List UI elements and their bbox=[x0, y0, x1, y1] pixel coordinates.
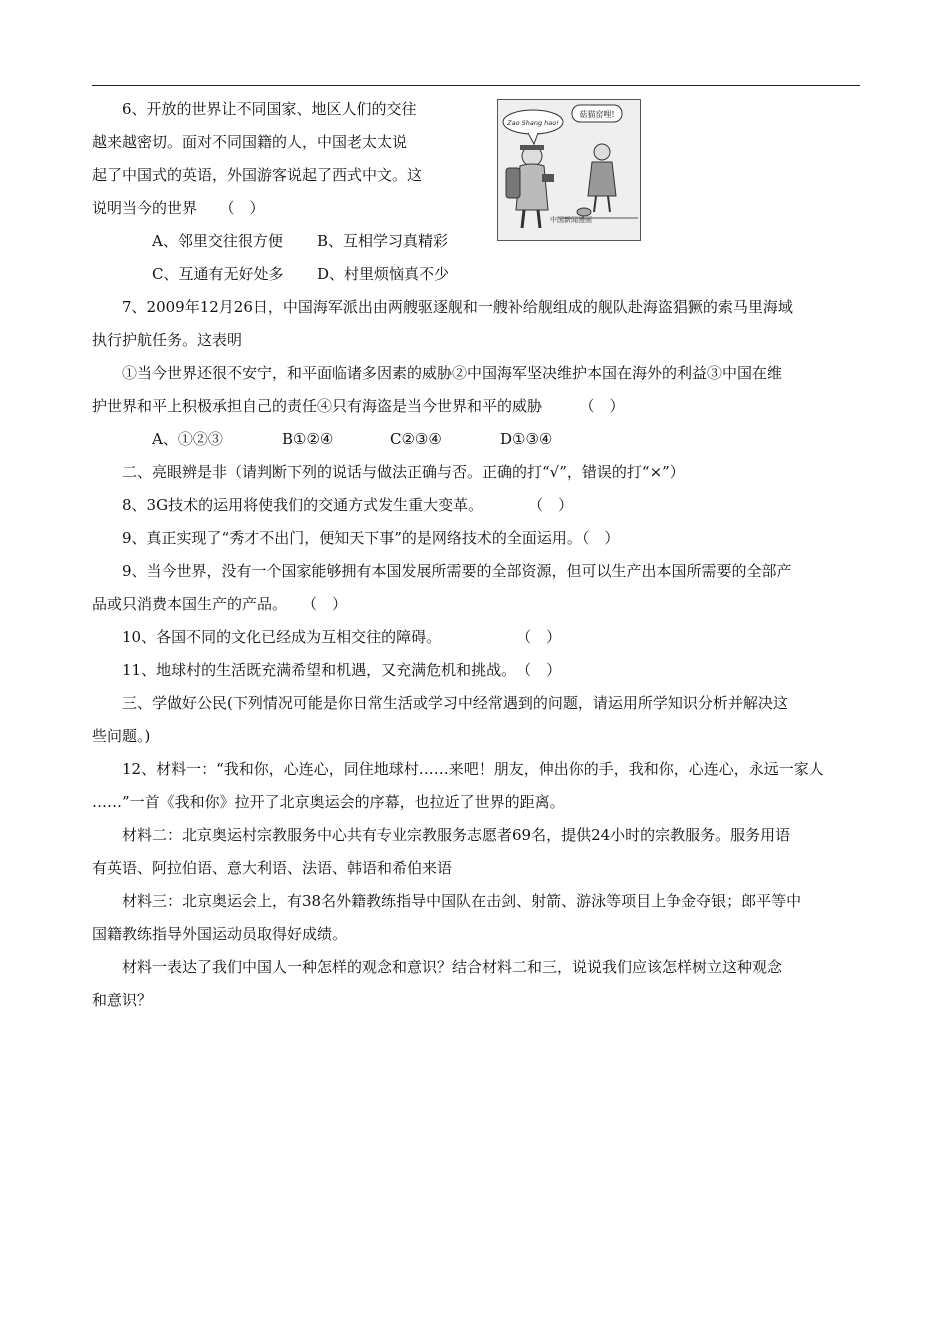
q6-option-a: A、邻里交往很方便 bbox=[152, 232, 283, 250]
judge-item: 9、真正实现了“秀才不出门，便知天下事”的是网络技术的全面运用。（ ） bbox=[122, 529, 620, 547]
q12-material-1: 12、材料一：“我和你，心连心，同住地球村……来吧！朋友，伸出你的手，我和你，心连心，永远一家人 bbox=[122, 760, 824, 778]
judge-item: 9、当今世界，没有一个国家能够拥有本国发展所需要的全部资源，但可以生产出本国所需要的全部产 bbox=[122, 562, 792, 580]
q6-line: 说明当今的世界 （ ） bbox=[92, 199, 265, 217]
q7-line: ①当今世界还很不安宁，和平面临诸多因素的威胁②中国海军坚决维护本国在海外的利益③中国在维 bbox=[122, 364, 783, 382]
cartoon-caption: 中国新闻漫画 bbox=[550, 216, 592, 224]
section-3 bbox=[92, 687, 860, 1017]
header-rule bbox=[92, 85, 860, 86]
section-2-heading: 二、亮眼辨是非（请判断下列的说话与做法正确与否。正确的打“√”，错误的打“×”） bbox=[122, 463, 685, 481]
q7-option-c: C②③④ bbox=[390, 430, 442, 448]
question-7 bbox=[92, 291, 860, 456]
q7-option-a: A、①②③ bbox=[152, 430, 223, 448]
document-body bbox=[92, 93, 860, 1017]
judge-item: 品或只消费本国生产的产品。 （ ） bbox=[92, 595, 348, 613]
q6-options-row bbox=[92, 258, 472, 291]
q6-option-d: D、村里烦恼真不少 bbox=[317, 265, 450, 283]
section-2 bbox=[92, 456, 860, 687]
q7-options-row bbox=[92, 423, 860, 456]
q7-line: 7、2009年12月26日，中国海军派出由两艘驱逐舰和一艘补给舰组成的舰队赴海盗猖獗的索马里海域 bbox=[122, 298, 793, 316]
q12-material-2: 有英语、阿拉伯语、意大利语、法语、韩语和希伯来语 bbox=[92, 859, 453, 877]
q12-material-1: ……”一首《我和你》拉开了北京奥运会的序幕，也拉近了世界的距离。 bbox=[92, 793, 565, 811]
section-3-heading: 些问题。) bbox=[92, 727, 151, 745]
q6-options-row bbox=[92, 225, 472, 258]
q7-option-b: B①②④ bbox=[282, 430, 334, 448]
q6-option-c: C、互通有无好处多 bbox=[152, 265, 284, 283]
q12-question: 和意识？ bbox=[92, 991, 153, 1009]
q6-line: 6、开放的世界让不同国家、地区人们的交往 bbox=[122, 100, 417, 118]
q7-line: 执行护航任务。这表明 bbox=[92, 331, 243, 349]
q7-line: 护世界和平上积极承担自己的责任④只有海盗是当今世界和平的威胁 （ ） bbox=[92, 397, 625, 415]
question-6 bbox=[92, 93, 472, 291]
judge-item: 8、3G技术的运用将使我们的交通方式发生重大变革。 （ ） bbox=[122, 496, 574, 514]
q6-option-b: B、互相学习真精彩 bbox=[317, 232, 449, 250]
q12-question: 材料一表达了我们中国人一种怎样的观念和意识？结合材料二和三，说说我们应该怎样树立这种观念 bbox=[122, 958, 783, 976]
bubble-right-text: 菇猫窑哩! bbox=[579, 110, 615, 119]
q6-line: 起了中国式的英语，外国游客说起了西式中文。这 bbox=[92, 166, 423, 184]
q7-option-d: D①③④ bbox=[500, 430, 553, 448]
q12-material-3: 材料三：北京奥运会上，有38名外籍教练指导中国队在击剑、射箭、游泳等项目上争金夺银；郎平等中 bbox=[122, 892, 802, 910]
judge-item: 11、地球村的生活既充满希望和机遇，又充满危机和挑战。 （ ） bbox=[122, 661, 562, 679]
q6-line: 越来越密切。面对不同国籍的人，中国老太太说 bbox=[92, 133, 408, 151]
section-3-heading: 三、学做好公民(下列情况可能是你日常生活或学习中经常遇到的问题，请运用所学知识分析并解决这 bbox=[122, 694, 788, 712]
bubble-left-text: Zao Shang hao! bbox=[507, 119, 559, 127]
judge-item: 10、各国不同的文化已经成为互相交往的障碍。 （ ） bbox=[122, 628, 562, 646]
q12-material-3: 国籍教练指导外国运动员取得好成绩。 bbox=[92, 925, 348, 943]
q12-material-2: 材料二：北京奥运村宗教服务中心共有专业宗教服务志愿者69名，提供24小时的宗教服务。服务用语 bbox=[122, 826, 791, 844]
